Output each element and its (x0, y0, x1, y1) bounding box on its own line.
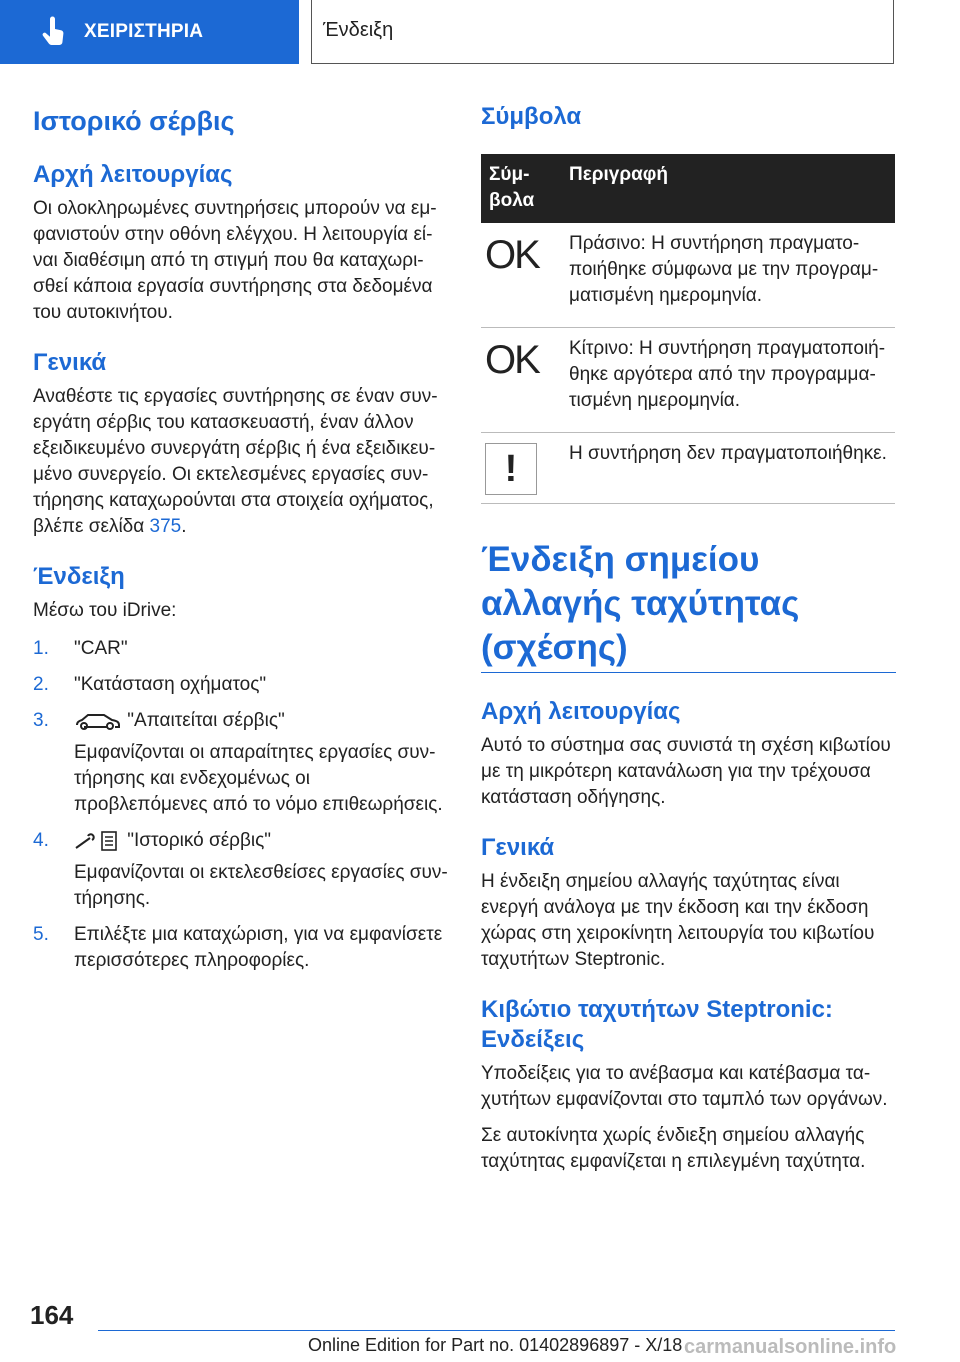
list-item: 5. Επιλέξτε μια καταχώριση, για να εμφανίσετε περισσότερες πληροφορίες. (33, 924, 443, 971)
steptronic-text-a: Υποδείξεις για το ανέβασμα και κατέβασμα τα- χυτήτων εμφανίζονται στο ταμπλό των οργάνων. (481, 1063, 888, 1110)
ok-green-icon: OK (485, 233, 539, 277)
display-heading: Ένδειξη (33, 563, 125, 590)
footer-edition: Online Edition for Part no. 01402896897 - X/18 (308, 1335, 683, 1355)
principle-heading-right: Αρχή λειτουργίας (481, 698, 681, 725)
principle-text: Οι ολοκληρωμένες συντηρήσεις μπορούν να εμ- φανιστούν στην οθόνη ελέγχου. Η λειτουργία εί- ναι διαθέσιμη από τη στιγμή που θα καταχωρι- σθεί κάποια εργασία συντήρησης στα δεδομένα του αυτοκινήτου. (33, 198, 437, 323)
header-section (311, 0, 894, 64)
table-cell: Κίτρινο: Η συντήρηση πραγματοποιή- θηκε αργότερα από την προγραμμα- τισμένη ημερομηνία. (561, 328, 895, 433)
table-cell: Πράσινο: Η συντήρηση πραγματο- ποιήθηκε σύμφωνα με την προγραμ- ματισμένη ημερομηνία. (561, 223, 895, 328)
service-history-icon (74, 830, 122, 852)
car-icon (74, 710, 122, 732)
list-item: 3. "Απαιτείται σέρβις" Εμφανίζονται οι απαραίτητες εργασίες συν- τήρησης και ενδεχομένως οι προβλεπόμενες από το νόμο επιθεωρήσεις. (33, 710, 443, 815)
hand-pointer-icon (38, 16, 70, 48)
steptronic-text-b: Σε αυτοκίνητα χωρίς ένδιεξη σημείου αλλαγής ταχύτητας εμφανίζεται η επιλεγμένη ταχύτητα. (481, 1125, 866, 1172)
list-item: 2. "Κατάσταση οχήματος" (33, 674, 267, 695)
table-row (481, 328, 895, 433)
left-column (33, 96, 448, 974)
display-text: Μέσω του iDrive: (33, 600, 177, 621)
shift-indicator-title: Ένδειξη σημείου αλλαγής ταχύτητας (σχέσης) (481, 540, 800, 667)
header-section-label: Ένδειξη (323, 19, 394, 41)
list-item: 4. "Ιστορικό σέρβις" Εμφανίζονται οι εκτελεσθείσες εργασίες συν- τήρησης. (33, 830, 448, 909)
footer-divider (98, 1330, 895, 1331)
general-heading: Γενικά (33, 349, 107, 376)
exclamation-box-icon: ! (485, 443, 537, 495)
general-text: Αναθέστε τις εργασίες συντήρησης σε έναν συν- εργάτη σέρβις του κατασκευαστή, έναν άλλον εξειδικευμένο συνεργάτη σέρβις ή ένα εξειδικευ- μένο συνεργείο. Οι εκτελεσμένες εργασίες συν- τήρησης καταχωρούνται στα στοιχεία οχήματος, βλέπε σελίδα 375. (33, 386, 438, 537)
header-tab[interactable] (0, 0, 299, 64)
general-text-right: Η ένδειξη σημείου αλλαγής ταχύτητας είναι ενεργή ανάλογα με την έκδοση και την έκδοση χώρας στη χειροκίνητη λειτουργία του κιβωτίου ταχυτήτων Steptronic. (481, 871, 875, 970)
page-link[interactable]: 375 (149, 516, 182, 537)
list-item: 1. "CAR" (33, 638, 128, 659)
steps-list (33, 636, 448, 974)
watermark: carmanualsonline.info (684, 1336, 897, 1358)
table-row (481, 223, 895, 328)
page-number: 164 (30, 1300, 74, 1330)
header-tab-label: ΧΕΙΡΙΣΤΗΡΙΑ (84, 21, 204, 42)
general-heading-right: Γενικά (481, 834, 555, 861)
table-header-symbols: Σύμ- βολα (481, 154, 561, 223)
table-header-description: Περιγραφή (561, 154, 895, 223)
principle-text-right: Αυτό το σύστημα σας συνιστά τη σχέση κιβωτίου με τη μικρότερη κατανάλωση για την τρέχουσα κατάσταση οδήγησης. (481, 735, 891, 808)
service-history-title: Ιστορικό σέρβις (33, 106, 235, 136)
ok-yellow-icon: OK (485, 338, 539, 382)
right-column (481, 96, 896, 1175)
steptronic-heading: Κιβώτιο ταχυτήτων Steptronic: Ενδείξεις (481, 996, 833, 1053)
big-title-block (481, 538, 896, 673)
principle-heading: Αρχή λειτουργίας (33, 161, 233, 188)
table-row (481, 433, 895, 504)
symbols-heading: Σύμβολα (481, 103, 582, 130)
symbols-table (481, 154, 895, 504)
table-cell: Η συντήρηση δεν πραγματοποιήθηκε. (561, 433, 895, 504)
